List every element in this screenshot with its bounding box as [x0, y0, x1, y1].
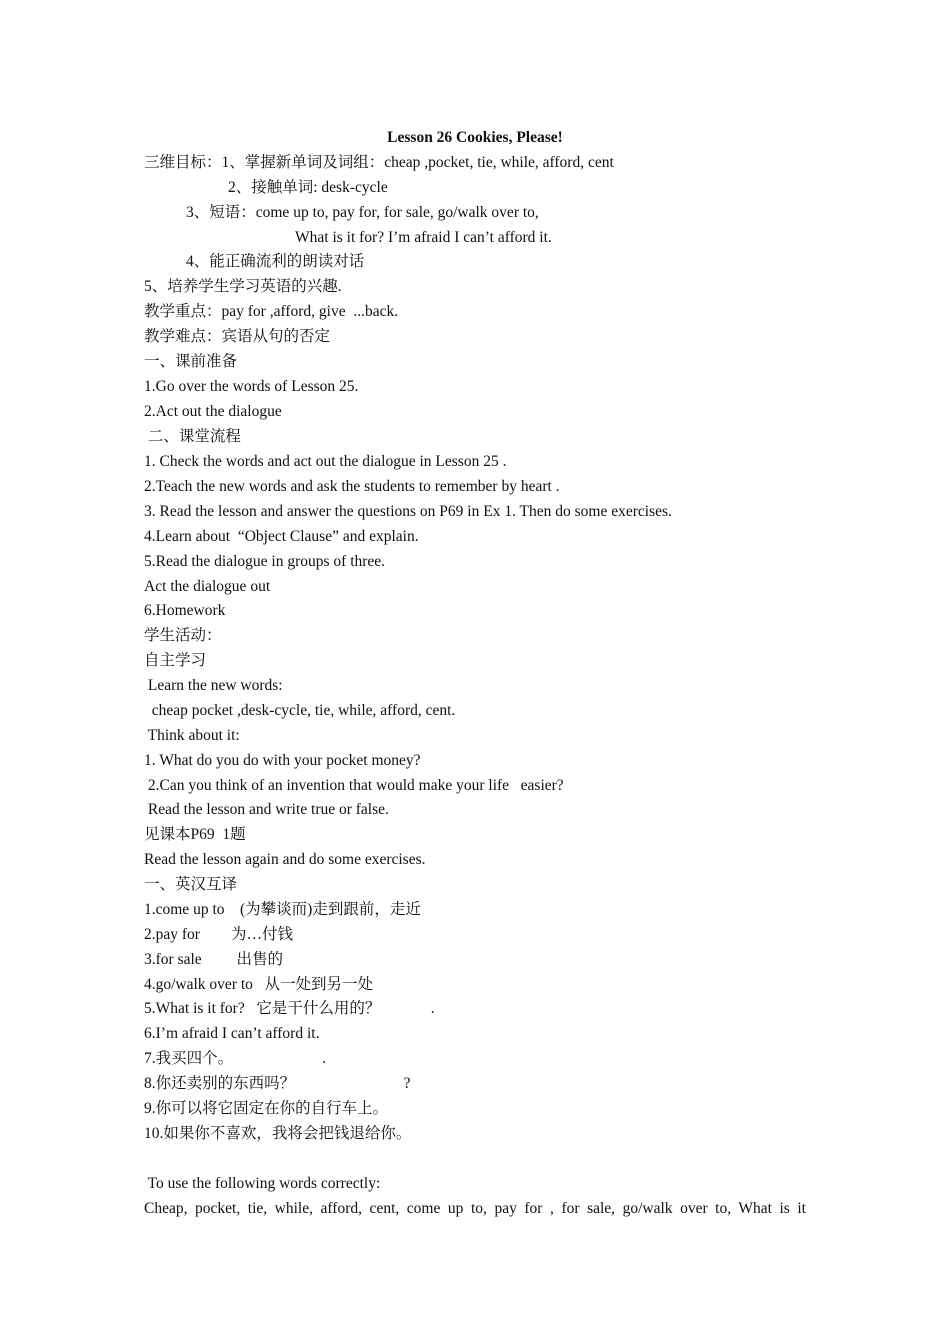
translation-item: 8.你还卖别的东西吗？ ?	[144, 1075, 411, 1092]
activities-heading: 学生活动：	[144, 627, 222, 644]
objective-line-5: 4、能正确流利的朗读对话	[186, 253, 365, 270]
question-1: 1. What do you do with your pocket money?	[144, 752, 421, 769]
process-item: 5.Read the dialogue in groups of three.	[144, 553, 386, 570]
process-heading: 二、课堂流程	[144, 428, 241, 445]
true-false-task: Read the lesson and write true or false.	[144, 801, 389, 818]
objective-line-4: What is it for? I’m afraid I can’t afford it.	[295, 229, 552, 246]
prep-heading: 一、课前准备	[144, 353, 238, 370]
question-2: 2.Can you think of an invention that would make your life easier?	[144, 777, 564, 794]
translation-heading: 一、英汉互译	[144, 876, 238, 893]
translation-item: 4.go/walk over to 从一处到另一处	[144, 976, 374, 993]
learn-words: Learn the new words:	[144, 677, 283, 694]
textbook-reference: 见课本P69 1题	[144, 826, 246, 843]
translation-item: 10.如果你不喜欢，我将会把钱退给你。	[144, 1125, 412, 1142]
usage-words: Cheap, pocket, tie, while, afford, cent, come up to, pay for , for sale, go/walk over to, What is it	[144, 1200, 806, 1217]
translation-item: 2.pay for 为…付钱	[144, 926, 293, 943]
lesson-title: Lesson 26 Cookies, Please!	[387, 129, 563, 146]
process-item: Act the dialogue out	[144, 578, 271, 595]
usage-heading: To use the following words correctly:	[144, 1175, 381, 1192]
read-again: Read the lesson again and do some exercises.	[144, 851, 426, 868]
translation-item: 3.for sale 出售的	[144, 951, 284, 968]
process-item: 2.Teach the new words and ask the students to remember by heart .	[144, 478, 560, 495]
prep-item: 1.Go over the words of Lesson 25.	[144, 378, 359, 395]
translation-item: 6.I’m afraid I can’t afford it.	[144, 1025, 320, 1042]
objective-line-3: 3、短语：come up to, pay for, for sale, go/walk over to,	[186, 204, 539, 221]
translation-item: 5.What is it for? 它是干什么用的？ .	[144, 1000, 435, 1017]
difficult-point: 教学难点：宾语从句的否定	[144, 328, 331, 345]
think-about-it: Think about it:	[144, 727, 240, 744]
prep-item: 2.Act out the dialogue	[144, 403, 282, 420]
word-list: cheap pocket ,desk-cycle, tie, while, afford, cent.	[144, 702, 456, 719]
objective-line-2: 2、接触单词: desk-cycle	[228, 179, 388, 196]
translation-item: 7.我买四个。 .	[144, 1050, 327, 1067]
translation-item: 1.come up to (为攀谈而)走到跟前，走近	[144, 901, 421, 918]
process-item: 4.Learn about “Object Clause” and explain.	[144, 528, 419, 545]
key-point: 教学重点：pay for ,afford, give ...back.	[144, 303, 399, 320]
process-item: 3. Read the lesson and answer the questions on P69 in Ex 1. Then do some exercises.	[144, 503, 672, 520]
process-item: 6.Homework	[144, 602, 226, 619]
process-item: 1. Check the words and act out the dialogue in Lesson 25 .	[144, 453, 507, 470]
self-study: 自主学习	[144, 652, 207, 669]
translation-item: 9.你可以将它固定在你的自行车上。	[144, 1100, 389, 1117]
objective-line-6: 5、培养学生学习英语的兴趣.	[144, 278, 342, 295]
objective-line-1: 三维目标：1、掌握新单词及词组：cheap ,pocket, tie, while, afford, cent	[144, 154, 614, 171]
